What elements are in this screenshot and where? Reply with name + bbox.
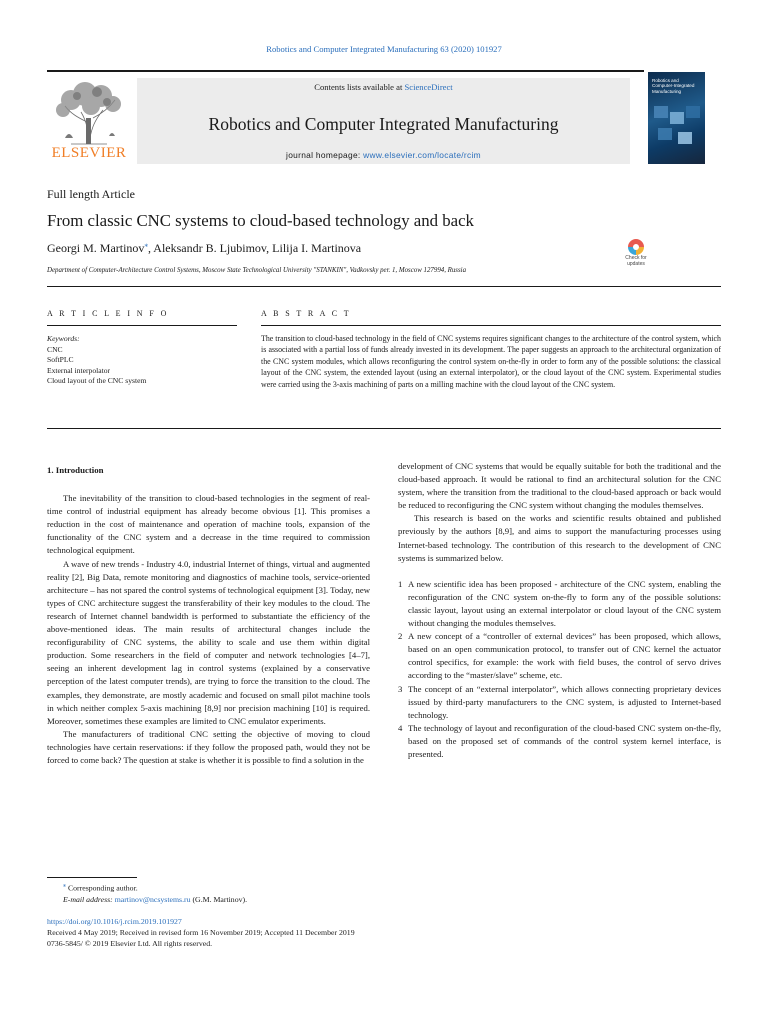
cover-graphic [654,106,668,118]
cover-graphic [678,132,692,144]
email-label: E-mail address: [63,895,115,905]
list-item-text: The concept of an “external interpolator”, which allows connecting proprietary devices issued by third-party manufacturers to the CNC system, is adjusted to Internet-based technology. [408,683,721,720]
body-paragraph: The manufacturers of traditional CNC setting the objective of moving to cloud technologies have certain reservations: if they follow the proposed path, would they not be forced to come back? The question at stake is whether it is possible to find a solution in the [47,728,370,765]
corresponding-author-text: Corresponding author. [67,883,138,893]
list-item-text: The technology of layout and reconfiguration of the cloud-based CNC system on-the-fly, based on the proposed set of commands of the control system kernel interface, is presented. [408,722,721,759]
divider [47,286,721,287]
body-column-left [47,462,370,767]
list-item [398,722,721,761]
list-item-text: A new scientific idea has been proposed - architecture of the CNC system, enabling the reconfiguration of the CNC system on-the-fly to form any of the possible solutions: classic layout, layout using an external interpolator or cloud layout of the CNC system without changing the modules themselves. [408,578,721,629]
list-item-text: A new concept of a “controller of external devices” has been proposed, which allows, based on an open communication protocol, to transfer out of CNC kernel the actuator control specifics, for example: the work with field buses, the control of servo drives according to the “master/slave” scheme, etc. [408,631,721,681]
divider [261,325,721,326]
divider [47,428,721,429]
keyword: External interpolator [47,365,111,375]
crossmark-icon [628,239,644,255]
crossmark-label: Check for updates [625,255,647,267]
check-for-updates-badge[interactable] [619,239,653,273]
journal-homepage-link[interactable]: www.elsevier.com/locate/rcim [363,150,481,160]
journal-masthead [47,70,695,168]
email-note [47,894,547,906]
cover-graphic [670,112,684,124]
elsevier-logo[interactable] [47,78,131,164]
body-column-right [398,460,721,761]
body-paragraph: development of CNC systems that would be equally suitable for both the traditional and the cloud-based approach. It would be rational to find an architectural solution for the CNC system, where the transition from the traditional to the cloud-based approach or back would be reduced to reconfiguring the CNC system without changing the modules themselves. [398,461,721,511]
list-item [398,630,721,682]
received-dates: Received 4 May 2019; Received in revised form 16 November 2019; Accepted 11 December 2019 [47,928,355,938]
body-paragraph: This research is based on the works and scientific results obtained and published previously by the authors [8,9], and aims to support the manufacturing processes using Internet-based technology. The contribution of this research to the development of CNC systems is summarized below. [398,513,721,563]
keyword: Cloud layout of the CNC system [47,376,147,386]
cover-graphic [686,106,700,118]
keyword: SoftPLC [47,355,74,365]
footnote-mark: ⁎ [63,883,66,889]
divider [47,325,237,326]
abstract-label: A B S T R A C T [261,309,352,318]
author-list [47,241,361,256]
article-type: Full length Article [47,187,135,201]
journal-info-box [137,78,630,164]
author-affiliation: Department of Computer-Architecture Control Systems, Moscow State Technological University "STANKIN", Vadkovsky per. 1, Moscow 127994, Russia [47,267,467,274]
list-number: 3 [398,683,403,694]
author-name[interactable]: Georgi M. Martinov [47,241,145,255]
author-separator: , [266,241,273,255]
contents-line [137,82,630,92]
keywords-block [47,334,237,387]
cover-graphic [658,128,672,140]
cover-title: Robotics and Computer-Integrated Manufacturing [652,78,695,94]
article-info-label: A R T I C L E I N F O [47,309,169,318]
body-paragraph: A wave of new trends - Industry 4.0, industrial Internet of things, virtual and augmented reality [2], Big Data, remote monitoring and diagnostics of machine tools, service-oriented architecture – has not spared the control systems of technological equipment [3]. Today, new types of CNC architecture suggest the transferability of their key modules to the cloud. The research of Internet channel bandwidth is performed to substantiate the efficiency of the above-mentioned ideas. The main results of architectural changes include the reconfigurability of CNC systems, the ability to scale and use them within digital production. Some researchers in the field of computer and network technologies [4–7], seeing an inherent development lag in control systems (explained by a conservative perception of the latest computer trends), are trying to force the transition to the cloud. The examples, they demonstrate, are mostly academic and focused on small pilot machine tools in which neither complex 5-axis machining [8,9] nor precision machining [10] is required. Moreover, sometimes these examples are limited to CNC emulator experiments. [47,558,370,726]
footnote-block [47,881,547,906]
journal-title: Robotics and Computer Integrated Manufacturing [208,114,559,134]
author-name[interactable]: Aleksandr B. Ljubimov [153,241,267,255]
article-metadata [47,916,647,950]
abstract-text: The transition to cloud-based technology in the field of CNC systems requires significant changes to the architecture of the control system, which is associated with a partial loss of funds already invested in its development. The paper suggests an approach to the architectural organization of the CNC system modules, which allows reconfiguring the control system on-the-fly in order to form any of the possible solutions: the classical layout of the CNC system, the extended layout (using an external interpolator), or the cloud layout of the CNC system. Experimental studies were carried using the 3-axis machining of parts on a milling machine with the cloud layout of the CNC system. [261,334,721,389]
corresponding-author-mark[interactable]: ⁎ [144,241,148,249]
author-name[interactable]: Lilija I. Martinova [272,241,362,255]
list-number: 4 [398,722,403,733]
keyword: CNC [47,344,63,354]
list-item [398,683,721,722]
footnote-divider [47,877,137,878]
contribution-list [398,578,721,761]
publisher-name: ELSEVIER [51,145,127,161]
copyright-line: 0736-5845/ © 2019 Elsevier Ltd. All rights reserved. [47,939,213,949]
homepage-line [137,150,630,160]
homepage-label: journal homepage: [286,150,364,160]
running-head[interactable]: Robotics and Computer Integrated Manufacturing 63 (2020) 101927 [266,44,502,54]
list-item [398,578,721,630]
keywords-heading: Keywords: [47,334,80,343]
journal-cover-thumbnail[interactable] [648,72,705,164]
contents-prefix: Contents lists available at [314,82,405,92]
list-number: 2 [398,631,403,642]
tree-icon [51,78,127,146]
corresponding-author-note [47,881,547,894]
article-title: From classic CNC systems to cloud-based technology and back [47,211,474,230]
author-separator: , [147,241,154,255]
sciencedirect-link[interactable]: ScienceDirect [404,82,453,92]
doi-link[interactable]: https://doi.org/10.1016/j.rcim.2019.101927 [47,917,182,926]
email-suffix: (G.M. Martinov). [190,895,248,905]
section-heading: 1. Introduction [47,465,104,475]
list-number: 1 [398,578,403,589]
author-email-link[interactable]: martinov@ncsystems.ru [114,895,191,905]
body-paragraph: The inevitability of the transition to cloud-based technologies in the segment of real-time control of industrial equipment has already become obvious [1]. This promises a reduction in the cost of maintenance and operation of machine tools, expansion of the functionality of the CNC system and a decrease in the time required to commission technological equipment. [47,493,370,556]
